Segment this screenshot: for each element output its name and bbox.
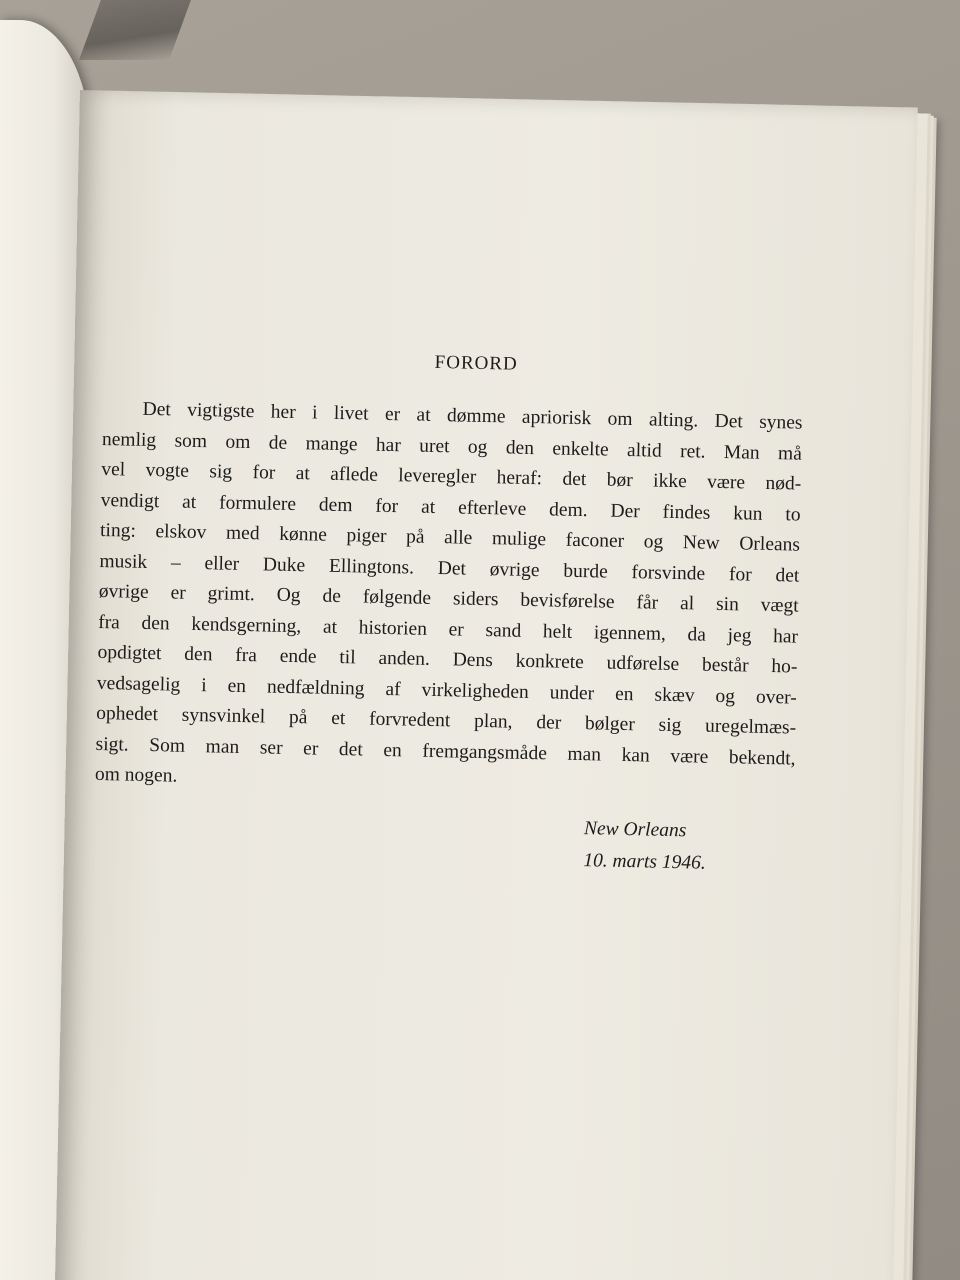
preface-paragraph	[95, 394, 803, 805]
text-line: vedsagelig i en nedfældning af virkeligheden under en skæv og over-	[96, 672, 797, 709]
text-line: opdigtet den fra ende til anden. Dens konkrete udførelse består ho-	[97, 641, 798, 678]
page-heading: FORORD	[434, 351, 518, 375]
text-line: nemlig som om de mange har uret og den enkelte altid ret. Man må	[101, 428, 803, 465]
text-line: om nogen.	[94, 763, 178, 787]
text-line: ophedet synsvinkel på et forvredent plan, der bølger sig uregelmæs-	[96, 702, 797, 739]
signoff-place: New Orleans	[583, 817, 687, 841]
text-line: Det vigtigste her i livet er at dømme apriorisk om alting. Det synes	[142, 398, 803, 434]
text-line: ting: elskov med kønne piger på alle mulige faconer og New Orleans	[99, 519, 801, 556]
text-line: fra den kendsgerning, at historien er sand helt igennem, da jeg har	[97, 611, 799, 648]
signoff-date: 10. marts 1946.	[583, 849, 706, 874]
text-line: sigt. Som man ser er det en fremgangsmåde man kan være bekendt,	[95, 733, 796, 770]
text-line: vel vogte sig for at aflede leveregler heraf: det bør ikke være nød-	[101, 458, 802, 495]
signoff	[583, 813, 794, 881]
page-content	[93, 345, 804, 881]
text-line: vendigt at formulere dem for at efterleve dem. Der findes kun to	[100, 489, 801, 526]
text-line: musik – eller Duke Ellingtons. Det øvrige burde forsvinde for det	[99, 550, 800, 587]
book-spine-shadow	[79, 0, 191, 60]
text-line: øvrige er grimt. Og de følgende siders bevisførelse får al sin vægt	[98, 580, 799, 617]
